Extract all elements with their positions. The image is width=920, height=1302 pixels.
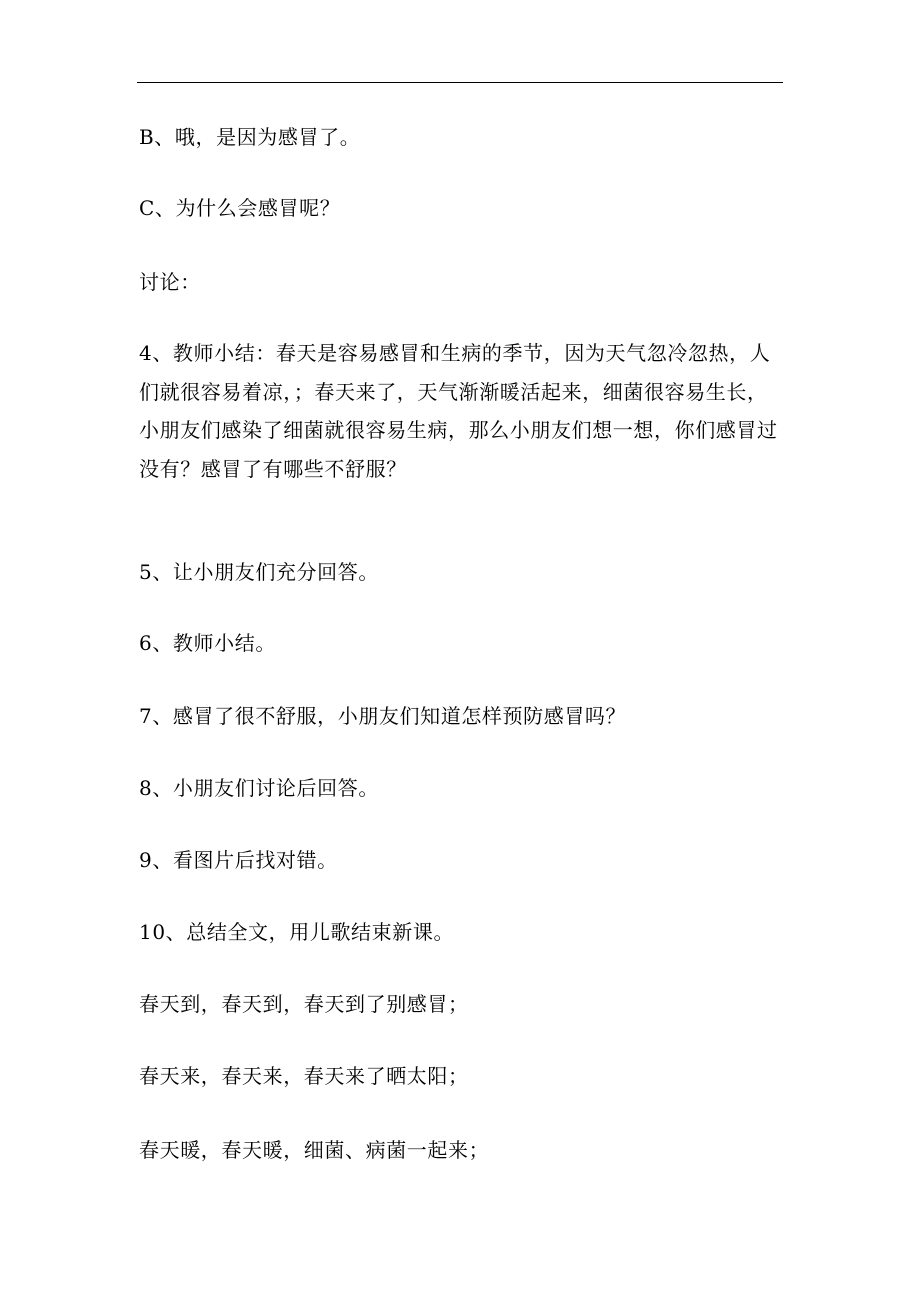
paragraph-b: B、哦，是因为感冒了。 xyxy=(139,125,361,149)
paragraph-6: 6、教师小结。 xyxy=(139,631,276,655)
paragraph-5: 5、让小朋友们充分回答。 xyxy=(139,560,379,584)
paragraph-8: 8、小朋友们讨论后回答。 xyxy=(139,776,379,800)
paragraph-4-teacher-summary: 4、教师小结：春天是容易感冒和生病的季节，因为天气忽冷忽热，人们就很容易着凉，；春天来了，天气渐渐暖活起来，细菌很容易生长，小朋友们感染了细菌就很容易生病，那么小朋友们想一想，你们感冒过没有？感冒了有哪些不舒服？ xyxy=(139,341,778,481)
paragraph-9: 9、看图片后找对错。 xyxy=(139,848,338,872)
paragraph-discussion: 讨论： xyxy=(139,270,201,294)
rhyme-line-2: 春天来，春天来，春天来了晒太阳； xyxy=(139,1064,469,1088)
header-rule xyxy=(137,82,783,83)
paragraph-7: 7、感冒了很不舒服，小朋友们知道怎样预防感冒吗？ xyxy=(139,704,627,728)
rhyme-line-1: 春天到，春天到，春天到了别感冒； xyxy=(139,992,469,1016)
paragraph-c: C、为什么会感冒呢？ xyxy=(139,196,341,220)
paragraph-10: 10、总结全文，用儿歌结束新课。 xyxy=(139,920,455,944)
rhyme-line-3: 春天暖，春天暖，细菌、病菌一起来； xyxy=(139,1138,490,1162)
